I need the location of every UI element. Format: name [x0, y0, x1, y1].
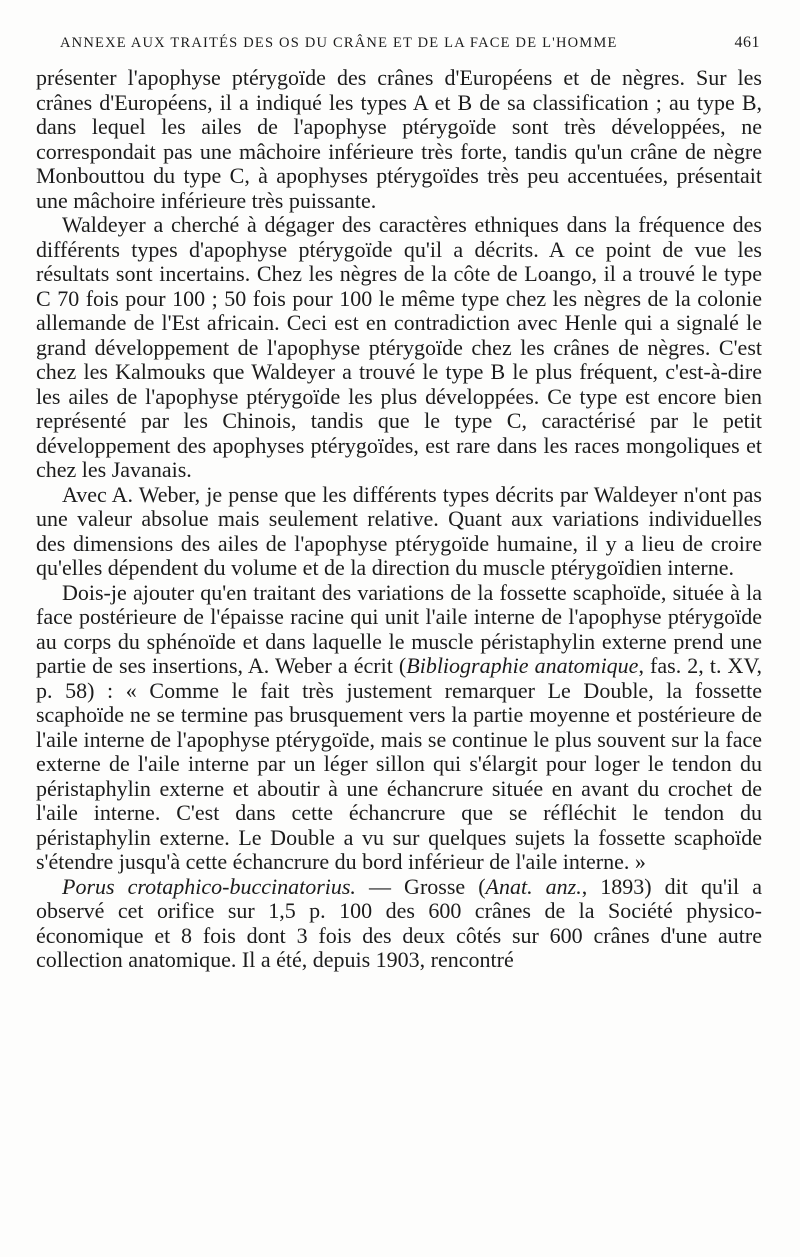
- page-number: 461: [734, 34, 760, 51]
- running-head: [60, 34, 760, 56]
- paragraph: [36, 581, 762, 875]
- italic-text: Bibliographie anatomique: [406, 653, 639, 678]
- italic-text: Anat. anz.: [485, 873, 582, 899]
- paragraph: [36, 875, 762, 973]
- running-head-title: ANNEXE AUX TRAITÉS DES OS DU CRÂNE ET DE LA FACE DE L'HOMME: [60, 35, 618, 51]
- text-run: Waldeyer a cherché à dégager des caractères ethniques dans la fréquence des différents types d'apophyse ptérygoïde qu'il a décrits. A ce point de vue les résultats sont incertains. Chez les nègres de la côte de Loango, il a trouvé le type C 70 fois pour 100 ; 50 fois pour 100 le même type chez les nègres de la colonie allemande de l'Est africain. Ceci est en contradiction avec Henle qui a signalé le grand développement de l'apophyse ptérygoïde chez les crânes de nègres. C'est chez les Kalmouks que Waldeyer a trouvé le type B le plus fréquent, c'est-à-dire les ailes de l'apophyse ptérygoïde les plus développées. Ce type est encore bien représenté par les Chinois, tandis que le type C, caractérisé par le petit développement des apophyses ptérygoïdes, est rare dans les races mongoliques et chez les Javanais.: [36, 212, 762, 482]
- text-run: , 1893) dit qu'il a observé cet orifice sur 1,5 p. 100 des 600 crânes de la Société physico-économique et 8 fois dont 3 fois des deux côtés sur 600 crânes d'une autre collection anatomique. Il a été, depuis 1903, rencontré: [36, 873, 762, 972]
- text-run: Dois-je ajouter qu'en traitant des variations de la fossette scaphoïde, située à la face postérieure de l'épaisse racine qui unit l'aile interne de l'apophyse ptérygoïde au corps du sphénoïde et dans laquelle le muscle péristaphylin externe prend une partie de ses insertions, A. Weber a écrit (: [36, 579, 762, 678]
- text-run: — Grosse (: [355, 873, 486, 899]
- italic-text: Porus crotaphico-buccinatorius.: [62, 873, 356, 899]
- text-run: présenter l'apophyse ptérygoïde des crânes d'Européens et de nègres. Sur les crânes d'Européens, il a indiqué les types A et B de sa classification ; au type B, dans lequel les ailes de l'apophyse ptérygoïde sont très développées, ne correspondait pas une mâchoire inférieure très forte, tandis qu'un crâne de nègre Monbouttou du type C, à apophyses ptérygoïdes très peu accentuées, présentait une mâchoire inférieure très puissante.: [36, 65, 762, 213]
- body-text: [36, 66, 762, 973]
- text-run: Avec A. Weber, je pense que les différents types décrits par Waldeyer n'ont pas une valeur absolue mais seulement relative. Quant aux variations individuelles des dimensions des ailes de l'apophyse ptérygoïde humaine, il y a lieu de croire qu'elles dépendent du volume et de la direction du muscle ptérygoïdien interne.: [36, 481, 762, 580]
- paragraph: [36, 483, 762, 581]
- text-run: , fas. 2, t. XV, p. 58) : « Comme le fait très justement remarquer Le Double, la fossette scaphoïde ne se termine pas brusquement vers la partie moyenne et postérieure de l'aile interne de l'apophyse ptérygoïde, mais se continue le plus souvent sur la face externe de l'aile interne par un léger sillon qui s'élargit pour loger le tendon du péristaphylin externe et aboutir à une échancrure située en avant du crochet de l'aile interne. C'est dans cette échancrure que se réfléchit le tendon du péristaphylin externe. Le Double a vu sur quelques sujets la fossette scaphoïde s'étendre jusqu'à cette échancrure du bord inférieur de l'aile interne. »: [36, 653, 762, 874]
- paragraph: [36, 66, 762, 213]
- paragraph: [36, 213, 762, 483]
